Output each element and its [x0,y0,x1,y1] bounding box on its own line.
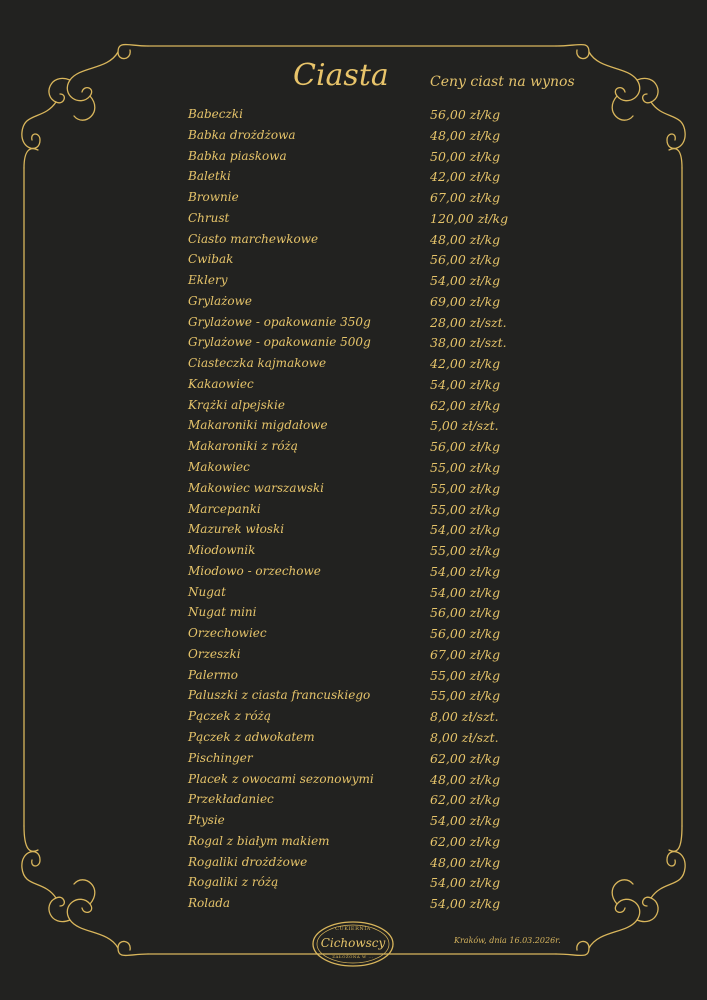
item-price: 62,00 zł/kg [430,792,501,808]
item-price: 48,00 zł/kg [430,771,501,787]
list-item [188,852,528,873]
item-price: 55,00 zł/kg [430,688,501,704]
item-name: Nugat mini [188,605,257,620]
item-name: Przekładaniec [188,792,274,807]
item-name: Placek z owocami sezonowymi [188,771,374,786]
item-name: Babeczki [188,107,243,121]
item-name: Rogal z białym makiem [188,833,330,848]
item-price: 56,00 zł/kg [430,605,501,621]
item-name: Cwibak [188,252,234,267]
list-item [188,810,528,831]
item-price: 48,00 zł/kg [430,231,501,247]
list-item [188,685,528,706]
item-name: Ciasteczka kajmakowe [188,356,327,371]
item-name: Paluszki z ciasta francuskiego [188,688,371,703]
list-item [188,415,528,436]
corner-flourish-bottom-right [556,826,685,956]
list-item [188,332,528,353]
list-item [188,499,528,520]
corner-flourish-top-right [556,45,685,169]
list-item [188,436,528,457]
item-price: 56,00 zł/kg [430,626,501,642]
item-name: Ciasto marchewkowe [188,231,319,246]
item-name: Pischinger [188,750,253,765]
item-price: 8,00 zł/szt. [430,729,499,745]
item-price: 62,00 zł/kg [430,397,501,413]
list-item [188,229,528,250]
item-name: Mazurek włoski [188,522,285,537]
item-name: Makowiec warszawski [188,480,325,495]
list-item [188,208,528,229]
item-price: 62,00 zł/kg [430,833,501,849]
item-name: Rolada [188,896,231,911]
item-name: Rogaliki drożdżowe [188,854,308,869]
item-price: 120,00 zł/kg [430,210,509,226]
list-item [188,582,528,603]
price-list [188,104,528,914]
list-item [188,789,528,810]
page-title: Ciasta [293,58,389,93]
item-price: 54,00 zł/kg [430,563,501,579]
item-price: 48,00 zł/kg [430,854,501,870]
list-item [188,146,528,167]
list-item [188,561,528,582]
list-item [188,623,528,644]
item-price: 56,00 zł/kg [430,439,501,455]
item-price: 54,00 zł/kg [430,522,501,538]
item-name: Chrust [188,210,230,225]
footer-date: Kraków, dnia 16.03.2026r. [454,936,561,945]
list-item [188,706,528,727]
item-price: 55,00 zł/kg [430,501,501,517]
item-name: Miodowo - orzechowe [188,563,321,578]
item-name: Orzeszki [188,646,241,661]
item-price: 42,00 zł/kg [430,356,501,372]
list-item [188,457,528,478]
item-price: 8,00 zł/szt. [430,709,499,725]
list-item [188,478,528,499]
logo-top-text: CUKIERNIA [335,926,371,932]
item-name: Miodownik [188,543,256,558]
item-price: 54,00 zł/kg [430,813,501,829]
item-price: 28,00 zł/szt. [430,314,507,330]
item-price: 56,00 zł/kg [430,107,501,122]
list-item [188,769,528,790]
list-item [188,602,528,623]
corner-flourish-top-left [22,45,148,169]
list-item [188,644,528,665]
list-item [188,270,528,291]
item-name: Pączek z adwokatem [188,729,315,744]
list-item [188,831,528,852]
list-item [188,540,528,561]
list-item [188,519,528,540]
item-price: 55,00 zł/kg [430,543,501,559]
item-name: Grylażowe [188,293,253,308]
item-name: Grylażowe - opakowanie 500g [188,335,371,350]
item-name: Makaroniki z różą [188,439,298,454]
list-item [188,395,528,416]
item-price: 54,00 zł/kg [430,376,501,392]
item-name: Marcepanki [188,501,261,516]
list-item [188,166,528,187]
item-name: Pączek z różą [188,709,272,724]
item-name: Eklery [188,273,228,288]
item-price: 42,00 zł/kg [430,169,501,185]
list-item [188,291,528,312]
item-name: Nugat [188,584,226,599]
list-item [188,125,528,146]
item-price: 69,00 zł/kg [430,293,501,309]
item-price: 67,00 zł/kg [430,646,501,662]
list-item [188,748,528,769]
list-item [188,665,528,686]
item-name: Palermo [188,667,238,682]
bakery-logo [312,920,394,970]
list-item [188,374,528,395]
corner-flourish-bottom-left [22,826,148,956]
logo-main-text: Cichowscy [320,936,386,950]
item-name: Krążki alpejskie [188,397,285,412]
item-price: 38,00 zł/szt. [430,335,507,351]
item-price: 55,00 zł/kg [430,460,501,476]
list-item [188,727,528,748]
item-name: Makowiec [188,460,250,475]
item-price: 62,00 zł/kg [430,750,501,766]
item-price: 54,00 zł/kg [430,875,501,891]
list-item [188,312,528,333]
item-name: Kakaowiec [188,376,254,391]
item-name: Baletki [188,169,231,184]
item-name: Babka piaskowa [188,148,287,163]
item-name: Grylażowe - opakowanie 350g [188,314,371,329]
item-price: 67,00 zł/kg [430,190,501,206]
page-subtitle: Ceny ciast na wynos [430,74,575,90]
item-price: 54,00 zł/kg [430,273,501,289]
list-item [188,893,528,914]
item-price: 55,00 zł/kg [430,667,501,683]
item-name: Ptysie [188,813,225,828]
list-item [188,249,528,270]
item-price: 56,00 zł/kg [430,252,501,268]
list-item [188,187,528,208]
item-name: Rogaliki z różą [188,875,279,890]
logo-bottom-text: ZAŁOŻONA W ... [332,954,374,959]
item-name: Orzechowiec [188,626,267,641]
item-price: 54,00 zł/kg [430,584,501,600]
item-name: Makaroniki migdałowe [188,418,328,433]
item-name: Babka drożdżowa [188,127,296,142]
item-price: 55,00 zł/kg [430,480,501,496]
item-price: 5,00 zł/szt. [430,418,499,434]
item-price: 50,00 zł/kg [430,148,501,164]
list-item [188,353,528,374]
item-price: 48,00 zł/kg [430,127,501,143]
list-item [188,872,528,893]
item-name: Brownie [188,190,239,205]
list-item [188,104,528,125]
item-price: 54,00 zł/kg [430,896,501,912]
